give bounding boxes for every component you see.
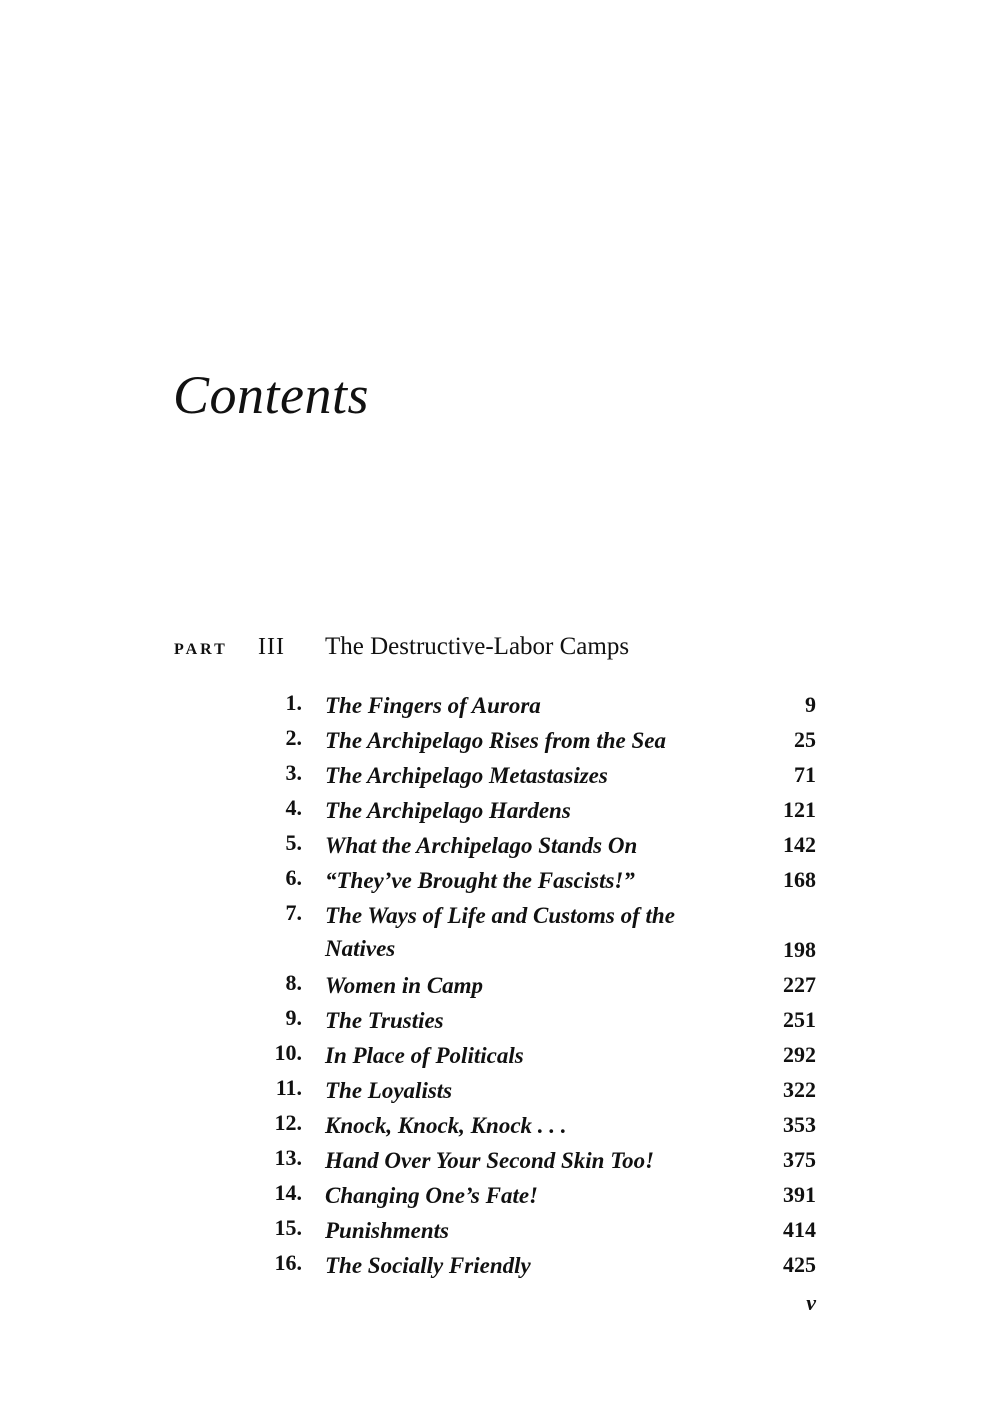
table-of-contents (0, 687, 1000, 1282)
chapter-page-number: 71 (794, 762, 816, 787)
chapter-page-number: 168 (783, 867, 816, 892)
chapter-number: 11. (275, 1075, 302, 1100)
chapter-page-number: 375 (783, 1147, 816, 1172)
chapter-number: 16. (274, 1250, 302, 1275)
chapter-number: 10. (274, 1040, 302, 1065)
chapter-title[interactable]: Punishments (325, 1218, 449, 1243)
chapter-number: 2. (285, 725, 302, 750)
chapter-number: 9. (285, 1005, 302, 1030)
chapter-title[interactable]: “They’ve Brought the Fascists!” (325, 868, 635, 893)
chapter-title[interactable]: The Socially Friendly (325, 1253, 531, 1278)
toc-entry[interactable] (0, 1212, 1000, 1247)
chapter-title[interactable]: Knock, Knock, Knock . . . (325, 1113, 567, 1138)
chapter-page-number: 353 (783, 1112, 816, 1137)
chapter-title[interactable]: The Archipelago Metastasizes (325, 763, 608, 788)
toc-entry[interactable] (0, 897, 1000, 967)
chapter-title[interactable]: In Place of Politicals (325, 1043, 524, 1068)
chapter-title[interactable]: The Fingers of Aurora (325, 693, 541, 718)
chapter-number: 12. (274, 1110, 302, 1135)
toc-entry[interactable] (0, 1107, 1000, 1142)
chapter-page-number: 198 (783, 937, 816, 962)
chapter-title[interactable]: The Trusties (325, 1008, 444, 1033)
chapter-page-number: 142 (783, 832, 816, 857)
page-folio: v (806, 1290, 816, 1315)
chapter-title[interactable]: The Ways of Life and Customs of the Natives (325, 903, 675, 961)
chapter-title[interactable]: The Archipelago Hardens (325, 798, 571, 823)
chapter-page-number: 414 (783, 1217, 816, 1242)
toc-entry[interactable] (0, 792, 1000, 827)
part-label: PART (174, 641, 228, 658)
toc-entry[interactable] (0, 1177, 1000, 1212)
chapter-page-number: 251 (783, 1007, 816, 1032)
chapter-page-number: 121 (783, 797, 816, 822)
page-title: Contents (173, 365, 370, 425)
toc-entry[interactable] (0, 1142, 1000, 1177)
chapter-page-number: 391 (783, 1182, 816, 1207)
chapter-number: 1. (285, 690, 302, 715)
toc-entry[interactable] (0, 687, 1000, 722)
chapter-page-number: 227 (783, 972, 816, 997)
chapter-title[interactable]: The Archipelago Rises from the Sea (325, 728, 666, 753)
chapter-page-number: 425 (783, 1252, 816, 1277)
toc-entry[interactable] (0, 757, 1000, 792)
chapter-number: 14. (274, 1180, 302, 1205)
toc-entry[interactable] (0, 722, 1000, 757)
toc-entry[interactable] (0, 1002, 1000, 1037)
toc-entry[interactable] (0, 862, 1000, 897)
chapter-title[interactable]: Changing One’s Fate! (325, 1183, 539, 1208)
chapter-number: 13. (274, 1145, 302, 1170)
chapter-number: 8. (285, 970, 302, 995)
part-numeral: III (258, 634, 285, 660)
toc-entry[interactable] (0, 967, 1000, 1002)
toc-entry[interactable] (0, 1037, 1000, 1072)
chapter-page-number: 322 (783, 1077, 816, 1102)
chapter-number: 5. (285, 830, 302, 855)
chapter-title[interactable]: Hand Over Your Second Skin Too! (325, 1148, 655, 1173)
chapter-number: 6. (285, 865, 302, 890)
chapter-page-number: 292 (783, 1042, 816, 1067)
toc-entry[interactable] (0, 1247, 1000, 1282)
chapter-title[interactable]: The Loyalists (325, 1078, 453, 1103)
toc-entry[interactable] (0, 827, 1000, 862)
chapter-number: 4. (285, 795, 302, 820)
chapter-number: 7. (285, 900, 302, 925)
toc-entry[interactable] (0, 1072, 1000, 1107)
chapter-title[interactable]: Women in Camp (325, 973, 484, 998)
part-heading (0, 631, 1000, 665)
chapter-number: 15. (274, 1215, 302, 1240)
part-title: The Destructive-Labor Camps (325, 633, 630, 660)
chapter-page-number: 25 (794, 727, 816, 752)
chapter-page-number: 9 (805, 692, 816, 717)
chapter-title[interactable]: What the Archipelago Stands On (325, 833, 638, 858)
chapter-number: 3. (285, 760, 302, 785)
